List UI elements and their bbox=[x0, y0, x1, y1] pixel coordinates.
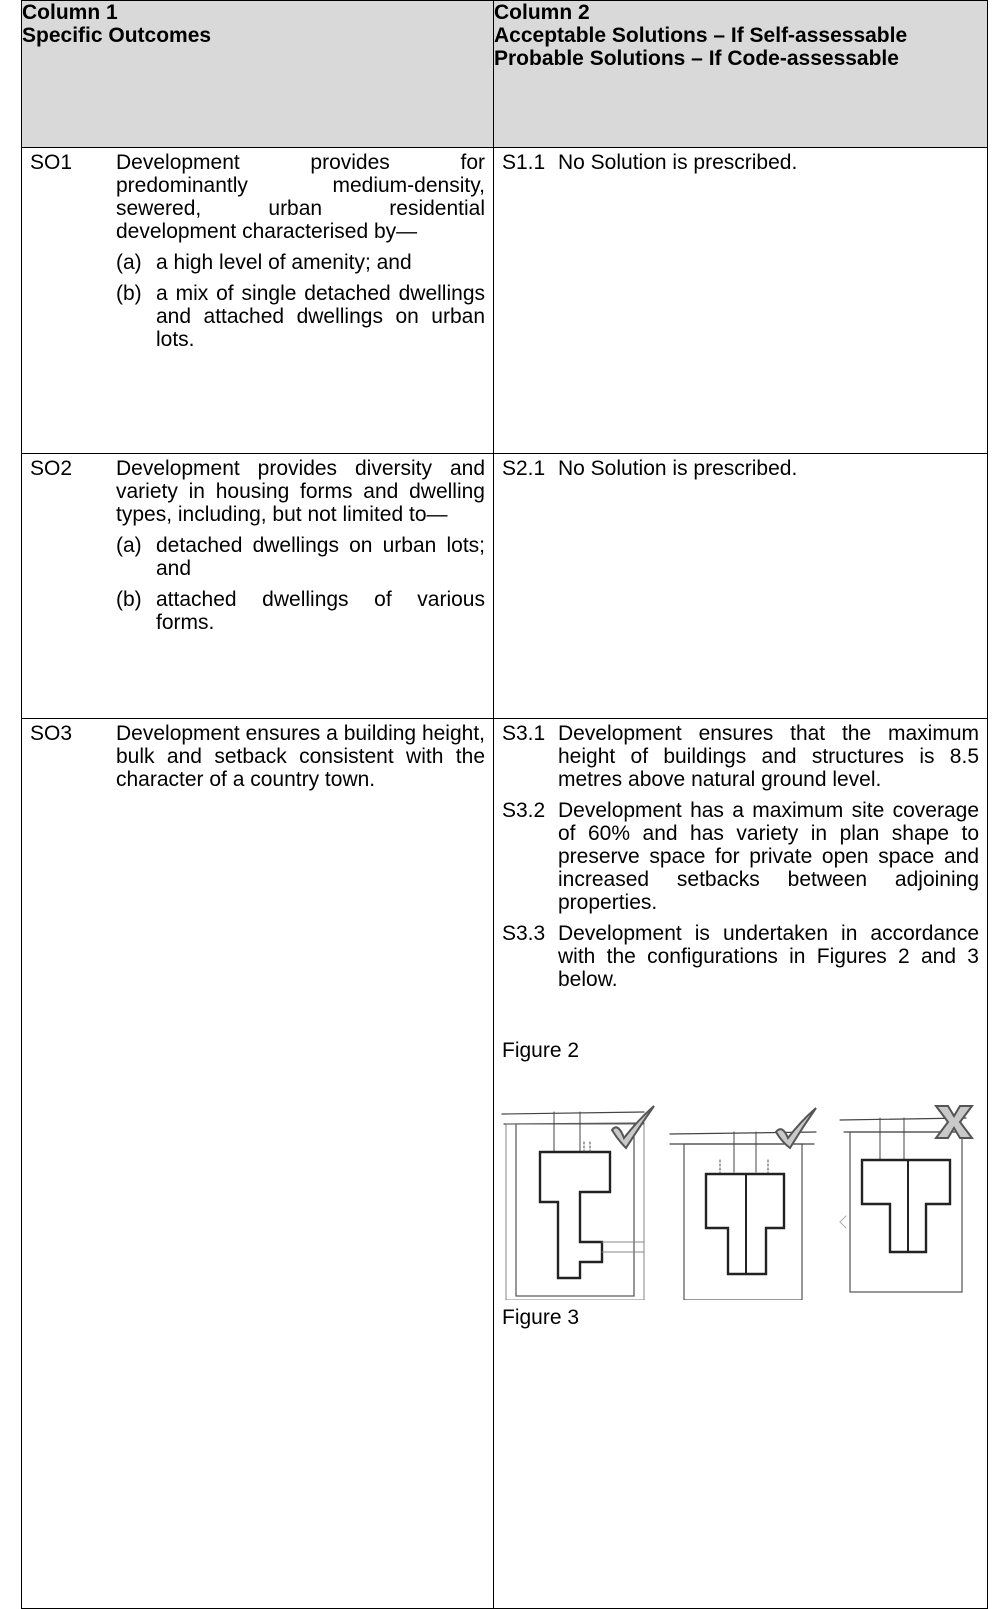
column-1-header bbox=[22, 1, 494, 148]
solution-code: S1.1 bbox=[502, 151, 546, 174]
solution-item bbox=[502, 799, 979, 914]
column-2-title: Column 2 bbox=[494, 1, 590, 24]
solution-item bbox=[502, 151, 797, 174]
solution-item bbox=[502, 722, 979, 791]
solution-cell bbox=[494, 148, 988, 454]
list-item bbox=[116, 534, 485, 580]
list-item-label: (b) bbox=[116, 282, 142, 305]
outcome-cell bbox=[22, 454, 494, 719]
list-item-text: a mix of single detached dwellings and attached dwellings on urban lots. bbox=[156, 282, 485, 351]
column-1-subtitle: Specific Outcomes bbox=[22, 24, 212, 47]
solution-item bbox=[502, 457, 797, 480]
table-row bbox=[22, 454, 988, 719]
solution-code: S3.2 bbox=[502, 799, 546, 822]
solution-text: Development has a maximum site coverage of 60% and has variety in plan shape to preserve space for private open space and increased setbacks between adjoining properties. bbox=[558, 799, 979, 914]
outcomes-table bbox=[21, 0, 988, 1609]
column-2-probable: Probable Solutions – If Code-assessable bbox=[494, 47, 899, 70]
plan-sketch-3 bbox=[840, 1118, 966, 1292]
solution-code: S3.1 bbox=[502, 722, 546, 745]
plan-sketch-2 bbox=[670, 1132, 816, 1300]
solution-item bbox=[502, 922, 979, 991]
list-item-label: (b) bbox=[116, 588, 142, 611]
list-item-label: (a) bbox=[116, 534, 142, 557]
list-item bbox=[116, 282, 485, 351]
solution-text: Development ensures that the maximum height of buildings and structures is 8.5 metres above natural ground level. bbox=[558, 722, 979, 791]
solution-code: S3.3 bbox=[502, 922, 546, 945]
column-2-header bbox=[494, 1, 988, 148]
list-item-label: (a) bbox=[116, 251, 142, 274]
list-item bbox=[116, 588, 485, 634]
outcome-code: SO2 bbox=[30, 457, 73, 480]
figure-2-caption: Figure 2 bbox=[502, 1039, 580, 1062]
solution-cell bbox=[494, 719, 988, 1609]
column-2-acceptable: Acceptable Solutions – If Self-assessable bbox=[494, 24, 908, 47]
outcome-cell bbox=[22, 719, 494, 1609]
solution-code: S2.1 bbox=[502, 457, 546, 480]
list-item-text: a high level of amenity; and bbox=[156, 251, 412, 274]
check-mark-icon bbox=[776, 1108, 816, 1148]
outcome-code: SO1 bbox=[30, 151, 73, 174]
list-item-text: attached dwellings of various forms. bbox=[156, 588, 485, 634]
column-1-title: Column 1 bbox=[22, 1, 118, 24]
outcome-cell bbox=[22, 148, 494, 454]
cross-mark-icon bbox=[936, 1106, 972, 1138]
outcome-text: Development ensures a building height, bulk and setback consistent with the character of a country town. bbox=[116, 722, 485, 791]
table-row bbox=[22, 148, 988, 454]
figure-3-caption: Figure 3 bbox=[502, 1306, 580, 1329]
list-item bbox=[116, 251, 485, 274]
solution-text: No Solution is prescribed. bbox=[558, 151, 798, 174]
outcome-text: Development provides diversity and variety in housing forms and dwelling types, including, but not limited to— bbox=[116, 457, 485, 526]
outcome-code: SO3 bbox=[30, 722, 73, 745]
table-row bbox=[22, 719, 988, 1609]
solution-text: No Solution is prescribed. bbox=[558, 457, 798, 480]
figure-2-sketches bbox=[494, 1102, 987, 1300]
outcome-text: Development provides for predominantly medium-density, sewered, urban residential development characterised by— bbox=[116, 151, 485, 243]
solution-text: Development is undertaken in accordance with the configurations in Figures 2 and 3 below. bbox=[558, 922, 979, 991]
table-header-row bbox=[22, 1, 988, 148]
list-item-text: detached dwellings on urban lots; and bbox=[156, 534, 485, 580]
floor-plan-sketches bbox=[494, 1102, 986, 1300]
solution-cell bbox=[494, 454, 988, 719]
